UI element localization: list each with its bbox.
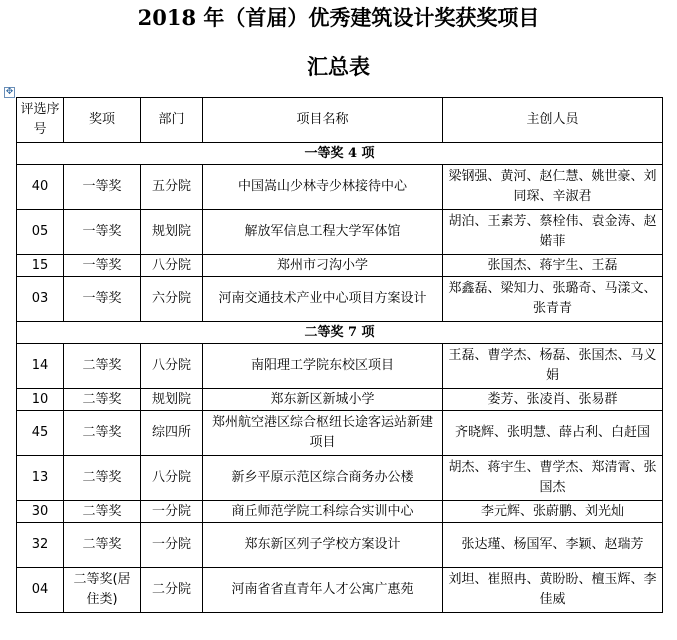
table-row (17, 277, 663, 322)
section-row (17, 143, 663, 165)
cell-people: 梁钢强、黄河、赵仁慧、姚世豪、刘同琛、辛淑君 (443, 165, 663, 210)
table-row (17, 344, 663, 389)
cell-people: 李元辉、张蔚鹏、刘光灿 (443, 501, 663, 523)
table-row (17, 411, 663, 456)
cell-people: 齐晓辉、张明慧、薛占利、白赶国 (443, 411, 663, 456)
page-subtitle: 汇总表 (307, 54, 370, 79)
cell-project: 河南交通技术产业中心项目方案设计 (203, 277, 443, 322)
header-serial: 评选序号 (17, 98, 64, 143)
cell-department: 八分院 (141, 456, 203, 501)
table-row (17, 456, 663, 501)
cell-serial: 04 (17, 568, 64, 613)
cell-award: 二等奖 (64, 501, 141, 523)
cell-department: 八分院 (141, 255, 203, 277)
cell-award: 一等奖 (64, 255, 141, 277)
cell-serial: 05 (17, 210, 64, 255)
cell-serial: 30 (17, 501, 64, 523)
cell-department: 六分院 (141, 277, 203, 322)
cell-award: 一等奖 (64, 277, 141, 322)
cell-project: 新乡平原示范区综合商务办公楼 (203, 456, 443, 501)
cell-people: 郑鑫磊、梁知力、张璐奇、马漾文、张青青 (443, 277, 663, 322)
cell-project: 郑州市刁沟小学 (203, 255, 443, 277)
move-anchor-icon[interactable]: ✥ (5, 87, 14, 97)
header-department: 部门 (141, 98, 203, 143)
cell-project: 中国嵩山少林寺少林接待中心 (203, 165, 443, 210)
table-row (17, 501, 663, 523)
cell-department: 综四所 (141, 411, 203, 456)
cell-people: 张国杰、蒋宇生、王磊 (443, 255, 663, 277)
table-row (17, 210, 663, 255)
cell-department: 规划院 (141, 389, 203, 411)
cell-award: 二等奖 (64, 344, 141, 389)
table-row (17, 165, 663, 210)
cell-serial: 32 (17, 523, 64, 568)
cell-award: 二等奖 (64, 523, 141, 568)
section-label: 一等奖 4 项 (17, 143, 663, 165)
cell-people: 娄芳、张凌肖、张易群 (443, 389, 663, 411)
cell-award: 二等奖 (64, 389, 141, 411)
section-row (17, 322, 663, 344)
cell-project: 商丘师范学院工科综合实训中心 (203, 501, 443, 523)
cell-award: 二等奖 (64, 411, 141, 456)
cell-serial: 15 (17, 255, 64, 277)
cell-people: 刘坦、崔照冉、黄盼盼、檀玉辉、李佳威 (443, 568, 663, 613)
cell-department: 五分院 (141, 165, 203, 210)
table-row (17, 389, 663, 411)
table-row (17, 523, 663, 568)
table-row (17, 568, 663, 613)
cell-project: 南阳理工学院东校区项目 (203, 344, 443, 389)
cell-award: 一等奖 (64, 210, 141, 255)
cell-project: 郑州航空港区综合枢纽长途客运站新建项目 (203, 411, 443, 456)
cell-serial: 40 (17, 165, 64, 210)
cell-department: 二分院 (141, 568, 203, 613)
cell-serial: 14 (17, 344, 64, 389)
page-title: 2018 年（首届）优秀建筑设计奖获奖项目 (137, 5, 540, 30)
cell-people: 胡泊、王素芳、蔡栓伟、袁金涛、赵婼菲 (443, 210, 663, 255)
cell-serial: 03 (17, 277, 64, 322)
cell-department: 八分院 (141, 344, 203, 389)
cell-people: 张达瑾、杨国军、李颖、赵瑞芳 (443, 523, 663, 568)
cell-serial: 10 (17, 389, 64, 411)
cell-serial: 45 (17, 411, 64, 456)
header-award: 奖项 (64, 98, 141, 143)
cell-project: 郑东新区新城小学 (203, 389, 443, 411)
cell-department: 一分院 (141, 523, 203, 568)
cell-award: 二等奖 (64, 456, 141, 501)
cell-project: 郑东新区列子学校方案设计 (203, 523, 443, 568)
header-lead-designers: 主创人员 (443, 98, 663, 143)
cell-project: 河南省省直青年人才公寓广惠苑 (203, 568, 443, 613)
table-row (17, 255, 663, 277)
cell-department: 一分院 (141, 501, 203, 523)
header-project-name: 项目名称 (203, 98, 443, 143)
cell-people: 王磊、曹学杰、杨磊、张国杰、马义娟 (443, 344, 663, 389)
cell-people: 胡杰、蒋宇生、曹学杰、郑清霄、张国杰 (443, 456, 663, 501)
cell-award: 二等奖(居住类) (64, 568, 141, 613)
cell-award: 一等奖 (64, 165, 141, 210)
cell-project: 解放军信息工程大学军体馆 (203, 210, 443, 255)
cell-department: 规划院 (141, 210, 203, 255)
award-summary-table (16, 97, 663, 613)
cell-serial: 13 (17, 456, 64, 501)
section-label: 二等奖 7 项 (17, 322, 663, 344)
table-header-row (17, 98, 663, 143)
